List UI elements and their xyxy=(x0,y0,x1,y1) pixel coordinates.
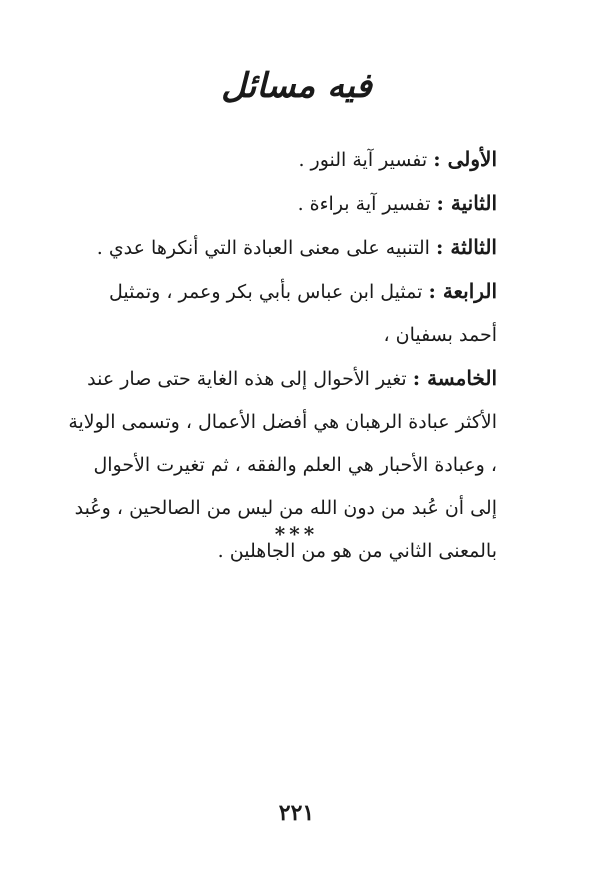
issue-text: تمثيل ابن عباس بأبي بكر وعمر ، وتمثيل أحمد بسفيان ، xyxy=(109,281,497,346)
issue-item-third xyxy=(67,226,497,270)
issue-text: التنبيه على معنى العبادة التي أنكرها عدي . xyxy=(96,237,430,259)
issue-text: تفسير آية النور . xyxy=(298,149,428,171)
section-separator: *** xyxy=(274,522,319,546)
issue-label: الثانية : xyxy=(436,191,497,215)
issue-item-second xyxy=(67,182,497,226)
issue-label: الثالثة : xyxy=(436,235,497,259)
issue-label: الأولى : xyxy=(433,147,497,171)
issue-item-first xyxy=(67,138,497,182)
issue-label: الخامسة : xyxy=(412,366,497,390)
issue-text: تغير الأحوال إلى هذه الغاية حتى صار عند الأكثر عبادة الرهبان هي أفضل الأعمال ، وتسمى الولاية ، وعبادة الأحبار هي العلم والفقه ، ثم تغيرت الأحوال إلى أن عُبد من دون الله من ليس من الصالحين ، وعُبد بالمعنى الثاني من هو من الجاهلين . xyxy=(68,368,497,562)
issue-label: الرابعة : xyxy=(428,279,497,303)
issues-list xyxy=(67,138,497,573)
section-heading: فيه مسائل xyxy=(221,66,372,106)
page-number: ٢٢١ xyxy=(278,800,315,826)
issue-item-fourth xyxy=(67,270,497,357)
issue-text: تفسير آية براءة . xyxy=(297,193,431,215)
